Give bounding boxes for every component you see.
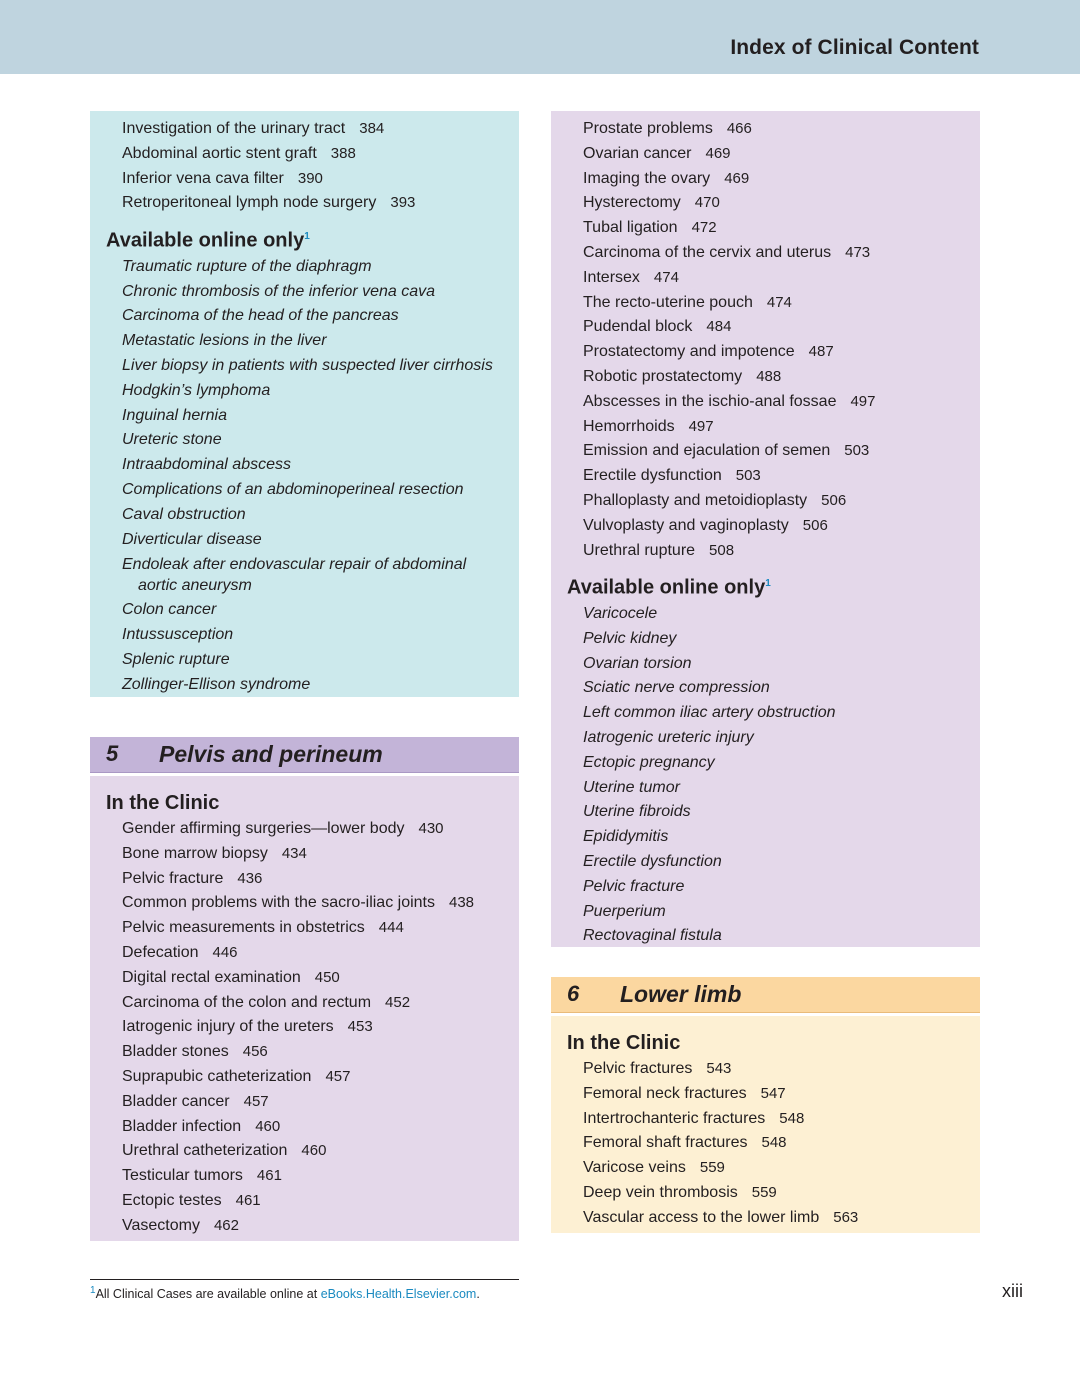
page-ref: 559	[751, 1183, 777, 1201]
page-ref: 444	[378, 919, 404, 937]
page-ref: 384	[359, 120, 385, 137]
chapter-5-panel	[90, 776, 519, 1241]
list-item[interactable]: Ectopic pregnancy	[583, 753, 715, 771]
list-item[interactable]: Liver biopsy in patients with suspected liver cirrhosis	[122, 357, 493, 375]
list-item[interactable]: Pelvic measurements in obstetrics 444	[122, 919, 404, 937]
list-item[interactable]: Femoral neck fractures 547	[583, 1084, 786, 1102]
list-item[interactable]: Left common iliac artery obstruction	[583, 704, 836, 722]
page-ref: 559	[699, 1159, 725, 1177]
page-ref: 390	[297, 169, 323, 187]
list-item[interactable]: Hodgkin’s lymphoma	[122, 381, 271, 399]
page-ref: 506	[821, 491, 847, 509]
list-item[interactable]: Carcinoma of the colon and rectum 452	[122, 993, 411, 1011]
list-item[interactable]: Chronic thrombosis of the inferior vena cava	[122, 282, 436, 300]
list-item[interactable]: Abscesses in the ischio-anal fossae 497	[583, 392, 876, 410]
list-item[interactable]: Intertrochanteric fractures 548	[583, 1109, 805, 1127]
list-item[interactable]: Vascular access to the lower limb 563	[583, 1208, 859, 1226]
list-item[interactable]: Bladder infection 460	[122, 1117, 281, 1135]
list-item[interactable]: Pelvic kidney	[583, 629, 677, 647]
list-item[interactable]: Hemorrhoids 497	[583, 417, 714, 435]
list-item[interactable]: Varicocele	[583, 605, 658, 622]
list-item[interactable]: Femoral shaft fractures 548	[583, 1134, 787, 1152]
list-item[interactable]: Ectopic testes 461	[122, 1191, 261, 1209]
list-item[interactable]: Epididymitis	[583, 828, 669, 846]
page-ref: 462	[213, 1216, 239, 1234]
page-ref: 548	[779, 1109, 805, 1127]
list-item[interactable]: Sciatic nerve compression	[583, 679, 770, 697]
list-item[interactable]: Uterine tumor	[583, 778, 680, 796]
list-item[interactable]: Defecation 446	[122, 943, 238, 961]
header-title: Index of Clinical Content	[730, 36, 979, 59]
list-item[interactable]: Caval obstruction	[122, 505, 246, 523]
chapter-5-band	[90, 737, 519, 773]
page-ref: 453	[347, 1018, 373, 1036]
ebooks-link[interactable]: eBooks.Health.Elsevier.com	[320, 1287, 477, 1302]
page-ref: 488	[756, 367, 782, 385]
list-item[interactable]: Vasectomy 462	[122, 1216, 239, 1234]
list-item[interactable]: Uterine fibroids	[583, 803, 691, 821]
page-ref: 497	[688, 417, 714, 435]
page-ref: 473	[845, 243, 871, 261]
list-item[interactable]: Urethral rupture 508	[583, 541, 735, 559]
list-item[interactable]: Bladder stones 456	[122, 1043, 268, 1061]
list-item[interactable]: Bone marrow biopsy 434	[122, 844, 307, 862]
footnote-text: All Clinical Cases are available online at	[95, 1287, 321, 1302]
chapter-title: Lower limb	[620, 981, 742, 1007]
page-ref: 470	[694, 194, 720, 212]
list-item[interactable]: Endoleak after endovascular repair of abdominal aortic aneurysm	[122, 556, 467, 595]
footnote-rule	[90, 1279, 519, 1280]
list-item[interactable]: Deep vein thrombosis 559	[583, 1183, 777, 1201]
list-item[interactable]: Iatrogenic injury of the ureters 453	[122, 1018, 373, 1036]
list-item[interactable]: The recto-uterine pouch 474	[583, 293, 792, 311]
page-ref: 469	[705, 144, 731, 162]
list-item[interactable]: Intersex 474	[583, 268, 679, 286]
list-item[interactable]: Bladder cancer 457	[122, 1092, 269, 1110]
list-item[interactable]: Pudendal block 484	[583, 318, 732, 336]
list-item[interactable]: Investigation of the urinary tract 384	[122, 120, 385, 137]
page-ref: 393	[390, 194, 416, 212]
list-item[interactable]: Iatrogenic ureteric injury	[583, 728, 754, 746]
online-only-heading: Available online only$^1$	[567, 577, 771, 599]
list-item[interactable]: Common problems with the sacro-iliac joints 438	[122, 894, 475, 912]
footnote	[90, 1285, 480, 1301]
page-ref: 484	[706, 318, 732, 336]
page-ref: 430	[418, 820, 444, 837]
page-ref: 388	[330, 144, 356, 162]
list-item[interactable]: Metastatic lesions in the liver	[122, 332, 327, 350]
chapter-number: 6	[567, 981, 580, 1006]
abdomen-clinic-list	[106, 117, 498, 698]
list-item[interactable]: Splenic rupture	[122, 651, 230, 668]
list-item[interactable]: Erectile dysfunction	[583, 852, 722, 870]
list-item[interactable]: Puerperium	[583, 902, 666, 920]
list-item[interactable]: Suprapubic catheterization 457	[122, 1067, 351, 1085]
page-ref: 474	[766, 293, 792, 311]
list-item[interactable]: Pelvic fracture 436	[122, 869, 263, 887]
page-number: xiii	[1002, 1281, 1023, 1301]
list-item[interactable]: Intraabdominal abscess	[122, 456, 291, 474]
list-item[interactable]: Zollinger-Ellison syndrome	[122, 675, 311, 693]
pelvis-continued-panel	[551, 111, 980, 947]
in-the-clinic-heading: In the Clinic	[567, 1032, 681, 1054]
page-ref: 563	[833, 1208, 859, 1226]
page-ref: 457	[243, 1092, 269, 1110]
page-ref: 508	[709, 541, 735, 559]
page-ref: 543	[706, 1060, 732, 1077]
page-ref: 460	[301, 1142, 327, 1160]
page-ref: 506	[802, 516, 828, 534]
page-ref: 450	[314, 968, 340, 986]
list-item[interactable]: Erectile dysfunction 503	[583, 467, 761, 485]
list-item[interactable]: Pelvic fracture	[583, 877, 685, 895]
page-ref: 472	[691, 219, 717, 237]
list-item[interactable]: Ovarian torsion	[583, 654, 692, 672]
list-item[interactable]: Vulvoplasty and vaginoplasty 506	[583, 516, 828, 534]
list-item[interactable]: Robotic prostatectomy 488	[583, 367, 782, 385]
list-item[interactable]: Colon cancer	[122, 601, 217, 619]
online-only-heading: Available online only$^1$	[106, 229, 310, 252]
chapter-number: 5	[106, 741, 119, 766]
page-ref: 469	[724, 169, 750, 187]
page-ref: 503	[844, 442, 870, 460]
footnote-marker: 1	[765, 578, 771, 590]
list-item[interactable]: Testicular tumors 461	[122, 1167, 282, 1185]
abdomen-continued-panel	[90, 111, 519, 697]
page-ref: 457	[325, 1067, 351, 1085]
page-ref: 497	[850, 392, 876, 410]
page-ref: 438	[449, 894, 475, 912]
chapter-6-clinic-list	[567, 1030, 858, 1231]
list-item[interactable]: Phalloplasty and metoidioplasty 506	[583, 491, 847, 509]
page-ref: 466	[726, 120, 752, 137]
page-ref: 547	[760, 1084, 786, 1102]
list-item[interactable]: Varicose veins 559	[583, 1159, 725, 1177]
list-item[interactable]: Rectovaginal fistula	[583, 927, 722, 945]
list-item[interactable]: Ovarian cancer 469	[583, 144, 731, 162]
page-ref: 461	[235, 1191, 261, 1209]
page-ref: 487	[808, 343, 834, 361]
list-item[interactable]: Prostatectomy and impotence 487	[583, 343, 834, 361]
list-item[interactable]: Carcinoma of the head of the pancreas	[122, 307, 399, 325]
page-ref: 460	[255, 1117, 281, 1135]
chapter-5-clinic-list	[106, 790, 474, 1239]
list-item[interactable]: Pelvic fractures 543	[583, 1060, 732, 1077]
chapter-6-panel	[551, 1016, 980, 1233]
page-ref: 446	[212, 943, 238, 961]
list-item[interactable]: Complications of an abdominoperineal resection	[122, 481, 464, 499]
list-item[interactable]: Urethral catheterization 460	[122, 1142, 327, 1160]
list-item[interactable]: Digital rectal examination 450	[122, 968, 340, 986]
page-ref: 434	[281, 844, 307, 862]
footnote-end: .	[476, 1287, 480, 1302]
list-item[interactable]: Ureteric stone	[122, 431, 222, 449]
list-item[interactable]: Traumatic rupture of the diaphragm	[122, 257, 372, 275]
list-item[interactable]: Gender affirming surgeries—lower body 430	[122, 820, 444, 837]
pelvis-clinic-list	[567, 117, 876, 949]
list-item[interactable]: Abdominal aortic stent graft 388	[122, 144, 356, 162]
list-item[interactable]: Inguinal hernia	[122, 406, 227, 424]
page-ref: 456	[242, 1043, 268, 1061]
footnote-marker: 1	[304, 231, 310, 243]
page-ref: 503	[735, 467, 761, 485]
page-ref: 461	[256, 1167, 282, 1185]
page-ref: 548	[761, 1134, 787, 1152]
page-ref: 474	[653, 268, 679, 286]
list-item[interactable]: Tubal ligation 472	[583, 219, 717, 237]
list-item[interactable]: Hysterectomy 470	[583, 194, 720, 212]
list-item[interactable]: Imaging the ovary 469	[583, 169, 750, 187]
footnote-marker: 1	[90, 1285, 96, 1296]
page-header	[0, 0, 1080, 74]
list-item[interactable]: Intussusception	[122, 626, 234, 644]
chapter-6-band	[551, 977, 980, 1013]
list-item[interactable]: Carcinoma of the cervix and uterus 473	[583, 243, 871, 261]
list-item[interactable]: Diverticular disease	[122, 530, 262, 548]
list-item[interactable]: Prostate problems 466	[583, 120, 752, 137]
list-item[interactable]: Emission and ejaculation of semen 503	[583, 442, 870, 460]
page-ref: 452	[385, 993, 411, 1011]
list-item[interactable]: Inferior vena cava filter 390	[122, 169, 323, 187]
list-item[interactable]: Retroperitoneal lymph node surgery 393	[122, 194, 416, 212]
in-the-clinic-heading: In the Clinic	[106, 792, 220, 814]
page-ref: 436	[237, 869, 263, 887]
chapter-title: Pelvis and perineum	[159, 741, 383, 767]
